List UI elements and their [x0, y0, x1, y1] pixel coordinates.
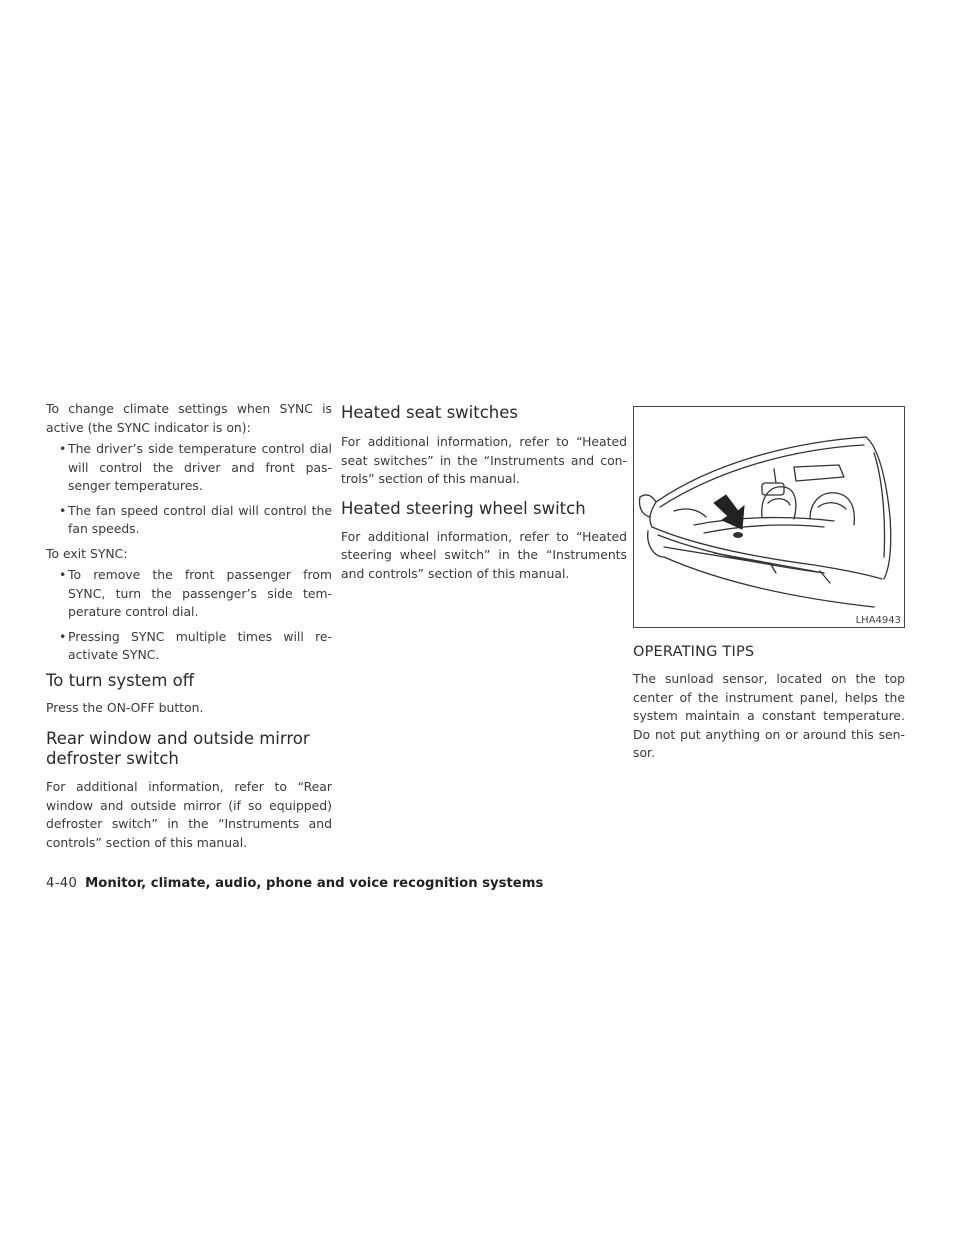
list-item-text: To remove the front passenger from SYNC, turn the passenger’s side tem-perature control dial.	[68, 567, 332, 619]
figure-code: LHA4943	[855, 615, 901, 626]
operating-tips-text: The sunload sensor, located on the top center of the instrument panel, helps the system maintain a constant temperature. Do not put anything on or around this sen-sor.	[633, 671, 905, 760]
column-left	[46, 400, 332, 852]
windshield-illustration	[634, 407, 904, 627]
heated-seat-text: For additional information, refer to “Heated seat switches” in the “Instruments and con-trols” section of this manual.	[341, 434, 627, 486]
sync-intro: To change climate settings when SYNC is active (the SYNC indicator is on):	[46, 401, 332, 435]
defroster-heading-line2: defroster switch	[46, 749, 179, 768]
exit-sync-bullet-list	[46, 566, 332, 665]
page-footer	[46, 876, 543, 891]
list-item	[46, 440, 332, 496]
bullet-icon: •	[59, 441, 67, 456]
list-item	[46, 502, 332, 539]
bullet-icon: •	[59, 628, 67, 644]
pointer-arrow-icon	[714, 495, 744, 529]
list-item-text: The fan speed control dial will control the fan speeds.	[68, 502, 332, 536]
sunload-sensor-figure	[633, 406, 905, 628]
chapter-title: Monitor, climate, audio, phone and voice recognition systems	[85, 876, 544, 891]
defroster-heading-line1: Rear window and outside mirror	[46, 729, 310, 748]
defroster-text: For additional information, refer to “Rear window and outside mirror (if so equipped) defroster switch” in the “Instruments and controls” section of this manual.	[46, 779, 332, 850]
page-number: 4-40	[46, 876, 78, 891]
sync-bullet-list	[46, 440, 332, 539]
heated-steering-heading: Heated steering wheel switch	[341, 498, 586, 518]
column-middle	[341, 400, 627, 583]
exit-sync-intro: To exit SYNC:	[46, 545, 128, 561]
turn-off-text: Press the ON-OFF button.	[46, 699, 204, 715]
list-item	[46, 628, 332, 665]
heated-seat-heading: Heated seat switches	[341, 403, 519, 422]
bullet-icon: •	[59, 567, 67, 582]
operating-tips-heading: OPERATING TIPS	[633, 644, 755, 660]
list-item-text: Pressing SYNC multiple times will re-activate SYNC.	[68, 628, 332, 662]
turn-off-heading: To turn system off	[46, 670, 195, 690]
list-item	[46, 566, 332, 622]
sunload-sensor-marker	[733, 532, 743, 538]
column-right	[633, 406, 905, 763]
heated-steering-text: For additional information, refer to “Heated steering wheel switch” in the “Instruments and controls” section of this manual.	[341, 528, 627, 581]
list-item-text: The driver’s side temperature control dial will control the driver and front pas-senger temperatures.	[68, 441, 332, 493]
defroster-heading	[46, 729, 332, 769]
bullet-icon: •	[59, 502, 67, 518]
